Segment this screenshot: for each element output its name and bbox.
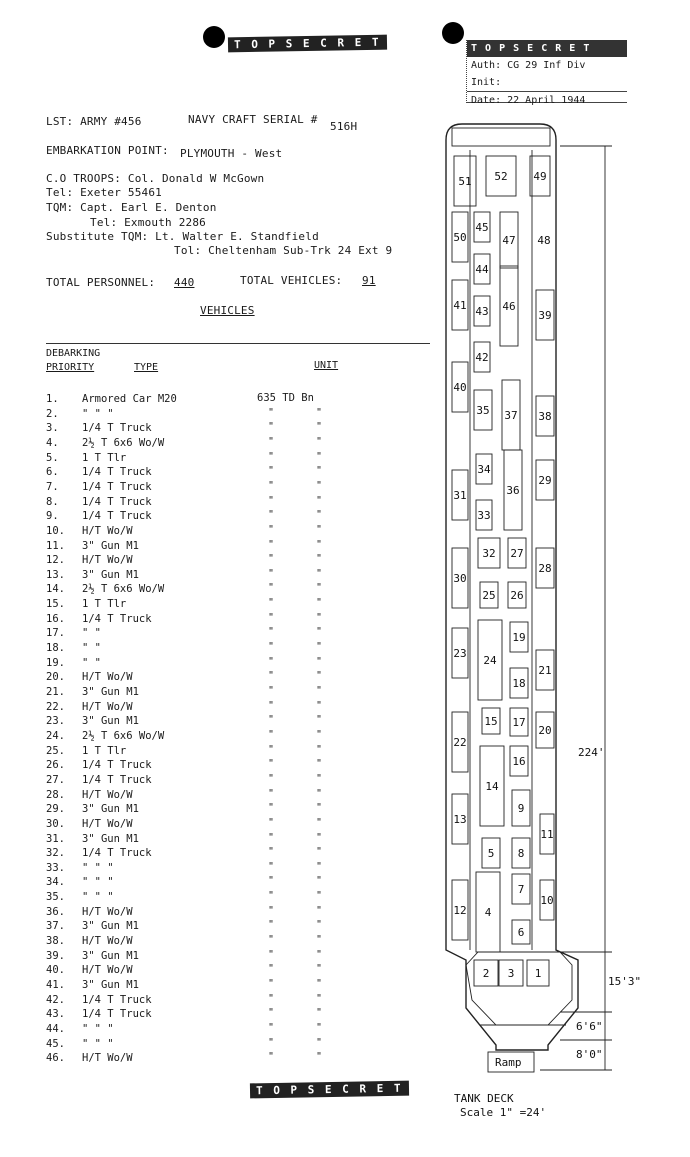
ditto-mark: " xyxy=(316,787,323,799)
ditto-mark: " xyxy=(268,1021,275,1033)
ditto-mark: " xyxy=(316,992,323,1004)
vehicle-type: " " " xyxy=(82,861,114,874)
priority-number: 46. xyxy=(46,1052,65,1065)
ditto-mark: " xyxy=(316,494,323,506)
ditto-mark: " xyxy=(268,904,275,916)
ditto-mark: " xyxy=(268,831,275,843)
ditto-mark: " xyxy=(316,1036,323,1048)
vehicle-type: 1/4 T Truck xyxy=(82,422,152,435)
priority-number: 32. xyxy=(46,847,65,860)
ditto-mark: " xyxy=(268,406,275,418)
priority-number: 26. xyxy=(46,759,65,772)
priority-number: 25. xyxy=(46,744,65,757)
deck-spot-label: 10 xyxy=(540,894,554,907)
deck-spot-label: 25 xyxy=(482,589,496,602)
ditto-mark: " xyxy=(316,758,323,770)
priority-number: 15. xyxy=(46,598,65,611)
date-line: Date: 22 April 1944 xyxy=(467,91,627,109)
ditto-mark: " xyxy=(316,816,323,828)
column-priority: PRIORITY xyxy=(46,362,95,373)
deck-spot-label: 44 xyxy=(475,263,489,276)
diagram-title: TANK DECK xyxy=(454,1092,514,1105)
ditto-mark: " xyxy=(316,538,323,550)
ditto-mark: " xyxy=(268,582,275,594)
deck-spot-label: 49 xyxy=(533,170,547,183)
deck-spot-label: 1 xyxy=(534,967,542,980)
navy-serial-label: NAVY CRAFT SERIAL # xyxy=(188,113,318,126)
ditto-mark: " xyxy=(316,465,323,477)
ditto-mark: " xyxy=(268,1036,275,1048)
deck-spot-label: 36 xyxy=(506,484,520,497)
deck-spot-label: 14 xyxy=(485,780,499,793)
deck-spot-label: 13 xyxy=(453,813,467,826)
priority-number: 34. xyxy=(46,876,65,889)
ditto-mark: " xyxy=(316,626,323,638)
ditto-mark: " xyxy=(316,743,323,755)
vehicle-type: 3" Gun M1 xyxy=(82,920,139,933)
ditto-mark: " xyxy=(316,567,323,579)
ditto-mark: " xyxy=(268,875,275,887)
vehicle-type: " " xyxy=(82,627,101,640)
priority-number: 21. xyxy=(46,686,65,698)
ditto-mark: " xyxy=(268,787,275,799)
deck-spot-label: 22 xyxy=(453,736,467,749)
priority-number: 43. xyxy=(46,1008,65,1021)
dimension-length: 224' xyxy=(578,746,605,759)
vehicle-type: H/T Wo/W xyxy=(82,905,133,918)
deck-spot-label: 11 xyxy=(540,828,554,841)
ditto-mark: " xyxy=(268,948,275,960)
deck-spot-label: 43 xyxy=(475,305,489,318)
deck-spot-label: 29 xyxy=(538,474,552,487)
vehicle-type: 1/4 T Truck xyxy=(82,480,152,493)
ditto-mark: " xyxy=(268,728,275,740)
ditto-mark: " xyxy=(316,597,323,609)
priority-number: 33. xyxy=(46,861,65,874)
ditto-mark: " xyxy=(268,655,275,667)
ditto-mark: " xyxy=(316,406,323,418)
vehicle-type: H/T Wo/W xyxy=(82,554,133,567)
ditto-mark: " xyxy=(268,641,275,653)
ditto-mark: " xyxy=(268,626,275,638)
ditto-mark: " xyxy=(316,655,323,667)
vehicle-type: 3" Gun M1 xyxy=(82,539,139,552)
priority-number: 39. xyxy=(46,949,65,962)
ditto-mark: " xyxy=(316,831,323,843)
ditto-mark: " xyxy=(268,1007,275,1019)
vehicle-type: H/T Wo/W xyxy=(82,817,133,830)
deck-spot-label: 35 xyxy=(476,404,490,417)
vehicle-type: 1/4 T Truck xyxy=(82,612,152,625)
deck-spot-label: 18 xyxy=(512,677,526,690)
deck-spot-label: 15 xyxy=(484,715,498,728)
total-vehicles-value: 91 xyxy=(362,274,376,287)
priority-number: 37. xyxy=(46,920,65,933)
substitute-tqm: Substitute TQM: Lt. Walter E. Standfield xyxy=(46,230,319,243)
ditto-mark: " xyxy=(268,846,275,858)
ditto-mark: " xyxy=(316,860,323,872)
priority-number: 40. xyxy=(46,964,65,977)
co-tel: Tel: Exeter 55461 xyxy=(46,186,162,199)
deck-spot-label: 6 xyxy=(517,926,525,939)
vehicle-type: " " xyxy=(82,642,101,655)
priority-number: 2. xyxy=(46,407,59,420)
priority-number: 22. xyxy=(46,700,65,713)
deck-spot-label: 3 xyxy=(507,967,515,980)
auth-stamp: T O P S E C R E T xyxy=(467,40,627,57)
vehicle-type: H/T Wo/W xyxy=(82,1052,133,1065)
ditto-mark: " xyxy=(316,802,323,814)
deck-spot-label: 26 xyxy=(510,589,524,602)
priority-number: 45. xyxy=(46,1037,65,1050)
vehicle-type: " " " xyxy=(82,407,114,420)
ditto-mark: " xyxy=(268,465,275,477)
navy-serial-number: 516H xyxy=(330,120,358,133)
priority-number: 14. xyxy=(46,583,65,596)
ditto-mark: " xyxy=(316,509,323,521)
deck-spot-label: 31 xyxy=(453,489,467,502)
ditto-mark: " xyxy=(268,699,275,711)
priority-number: 35. xyxy=(46,891,65,904)
vehicle-type: 1/4 T Truck xyxy=(82,773,152,786)
deck-spot-label: 32 xyxy=(482,547,496,560)
vehicle-type: H/T Wo/W xyxy=(82,671,133,684)
ditto-mark: " xyxy=(316,846,323,858)
deck-spot-label: 42 xyxy=(475,351,489,364)
vehicle-type: " " " xyxy=(82,1022,114,1035)
priority-number: 7. xyxy=(46,480,59,493)
init-line: Init: xyxy=(471,77,502,88)
deck-spot-label: 19 xyxy=(512,631,526,644)
substitute-tel: Tol: Cheltenham Sub-Trk 24 Ext 9 xyxy=(174,244,393,257)
ditto-mark: " xyxy=(316,582,323,594)
auth-line: Auth: CG 29 Inf Div xyxy=(471,60,586,71)
priority-number: 42. xyxy=(46,993,65,1006)
priority-number: 12. xyxy=(46,554,65,567)
vehicle-type: " " " xyxy=(82,891,114,904)
ditto-mark: " xyxy=(316,875,323,887)
priority-number: 1. xyxy=(46,393,59,405)
priority-number: 29. xyxy=(46,803,65,816)
tqm-tel: Tel: Exmouth 2286 xyxy=(90,216,206,229)
ditto-mark: " xyxy=(268,963,275,975)
deck-spot-label: 45 xyxy=(475,221,489,234)
priority-number: 38. xyxy=(46,935,65,948)
deck-spot-label: 37 xyxy=(504,409,518,422)
embarkation-label: EMBARKATION POINT: xyxy=(46,144,169,157)
priority-number: 4. xyxy=(46,436,59,449)
priority-number: 11. xyxy=(46,539,65,552)
diagram-scale: Scale 1" =24' xyxy=(460,1106,547,1119)
deck-spot-label: 40 xyxy=(453,381,467,394)
ditto-mark: " xyxy=(268,567,275,579)
classification-stamp-top: T O P S E C R E T xyxy=(228,35,387,53)
deck-spot-label: 34 xyxy=(477,463,491,476)
vehicle-type: 1/4 T Truck xyxy=(82,847,152,860)
deck-spot-label: 27 xyxy=(510,547,524,560)
column-debarking: DEBARKING xyxy=(46,348,101,359)
vehicle-type: 3" Gun M1 xyxy=(82,568,139,581)
ditto-mark: " xyxy=(316,1007,323,1019)
vehicle-type: H/T Wo/W xyxy=(82,788,133,801)
deck-spot-label: 12 xyxy=(453,904,467,917)
ditto-mark: " xyxy=(268,435,275,447)
ditto-mark: " xyxy=(268,523,275,535)
vehicle-type: 3" Gun M1 xyxy=(82,686,139,698)
priority-number: 16. xyxy=(46,612,65,625)
ditto-mark: " xyxy=(268,714,275,726)
ditto-mark: " xyxy=(316,699,323,711)
ditto-mark: " xyxy=(316,1051,323,1063)
ditto-mark: " xyxy=(316,479,323,491)
vehicle-type: " " " xyxy=(82,876,114,889)
priority-number: 30. xyxy=(46,817,65,830)
ditto-mark: " xyxy=(268,685,275,696)
ditto-mark: " xyxy=(316,421,323,433)
vehicle-type: 3" Gun M1 xyxy=(82,979,139,991)
ditto-mark: " xyxy=(316,948,323,960)
column-unit: UNIT xyxy=(314,360,339,371)
deck-spot-label: 8 xyxy=(517,847,525,860)
deck-spot-label: 16 xyxy=(512,755,526,768)
ditto-mark: " xyxy=(268,802,275,814)
ditto-mark: " xyxy=(268,509,275,521)
total-personnel-label: TOTAL PERSONNEL: xyxy=(46,276,156,289)
priority-number: 10. xyxy=(46,524,65,537)
co-troops: C.O TROOPS: Col. Donald W McGown xyxy=(46,172,265,185)
ditto-mark: " xyxy=(316,978,323,989)
ditto-mark: " xyxy=(268,611,275,623)
deck-spot-label: 30 xyxy=(453,572,467,585)
ramp-label: Ramp xyxy=(495,1056,522,1069)
deck-spot-label: 21 xyxy=(538,664,552,677)
ditto-mark: " xyxy=(268,890,275,902)
ditto-mark: " xyxy=(268,1051,275,1063)
ditto-mark: " xyxy=(316,714,323,726)
vehicle-type: 1 T Tlr xyxy=(82,598,127,611)
deck-spot-label: 50 xyxy=(453,231,467,244)
deck-spot-label: 51 xyxy=(458,175,472,188)
ditto-mark: " xyxy=(316,641,323,653)
priority-number: 18. xyxy=(46,642,65,655)
deck-spot-label: 4 xyxy=(484,906,492,919)
ditto-mark: " xyxy=(316,890,323,902)
deck-spot-label: 28 xyxy=(538,562,552,575)
ditto-mark: " xyxy=(316,685,323,696)
vehicle-type: 2½ T 6x6 Wo/W xyxy=(82,583,165,596)
priority-number: 27. xyxy=(46,773,65,786)
dimension-ramp: 8'0" xyxy=(576,1048,603,1061)
deck-spot-label: 47 xyxy=(502,234,516,247)
ditto-mark: " xyxy=(268,553,275,565)
priority-number: 13. xyxy=(46,568,65,581)
vehicle-type: 2½ T 6x6 Wo/W xyxy=(82,729,165,742)
ditto-mark: " xyxy=(316,611,323,623)
ditto-mark: " xyxy=(316,670,323,682)
section-title: VEHICLES xyxy=(200,304,255,317)
priority-number: 8. xyxy=(46,495,59,508)
ditto-mark: " xyxy=(268,934,275,946)
priority-number: 23. xyxy=(46,715,65,728)
vehicle-type: 3" Gun M1 xyxy=(82,803,139,816)
ditto-mark: " xyxy=(268,450,275,462)
ditto-mark: " xyxy=(316,1021,323,1033)
dimension-door: 6'6" xyxy=(576,1020,603,1033)
priority-number: 31. xyxy=(46,832,65,845)
ditto-mark: " xyxy=(268,772,275,784)
deck-spot-label: 41 xyxy=(453,299,467,312)
dimension-bow: 15'3" xyxy=(608,975,642,988)
unit-first: 635 TD Bn xyxy=(257,392,314,404)
ditto-mark: " xyxy=(268,992,275,1004)
vehicle-type: 1 T Tlr xyxy=(82,744,127,757)
deck-spot-label: 2 xyxy=(482,967,490,980)
ditto-mark: " xyxy=(268,597,275,609)
vehicle-type: H/T Wo/W xyxy=(82,964,133,977)
vehicle-type: 3" Gun M1 xyxy=(82,949,139,962)
ditto-mark: " xyxy=(268,421,275,433)
deck-spot-label: 17 xyxy=(512,716,526,729)
priority-number: 44. xyxy=(46,1022,65,1035)
vehicle-type: 1/4 T Truck xyxy=(82,495,152,508)
tqm: TQM: Capt. Earl E. Denton xyxy=(46,201,217,214)
classification-stamp-bottom: T O P S E C R E T xyxy=(250,1081,409,1099)
deck-spot-label: 39 xyxy=(538,309,552,322)
priority-number: 20. xyxy=(46,671,65,684)
embarkation-value: PLYMOUTH - West xyxy=(180,147,283,160)
priority-number: 41. xyxy=(46,979,65,991)
vehicle-type: " " xyxy=(82,656,101,669)
ditto-mark: " xyxy=(316,904,323,916)
vehicle-type: H/T Wo/W xyxy=(82,524,133,537)
vehicle-type: 3" Gun M1 xyxy=(82,832,139,845)
vehicle-type: H/T Wo/W xyxy=(82,935,133,948)
total-vehicles-label: TOTAL VEHICLES: xyxy=(240,274,343,287)
vehicle-type: Armored Car M20 xyxy=(82,393,177,405)
vehicle-type: H/T Wo/W xyxy=(82,700,133,713)
total-personnel-value: 440 xyxy=(174,276,195,289)
ditto-mark: " xyxy=(268,919,275,931)
ditto-mark: " xyxy=(268,670,275,682)
deck-spot-label: 38 xyxy=(538,410,552,423)
priority-number: 28. xyxy=(46,788,65,801)
vehicle-type: 1/4 T Truck xyxy=(82,466,152,479)
ditto-mark: " xyxy=(316,919,323,931)
vehicle-type: 3" Gun M1 xyxy=(82,715,139,728)
ditto-mark: " xyxy=(316,934,323,946)
ditto-mark: " xyxy=(316,450,323,462)
priority-number: 5. xyxy=(46,451,59,464)
deck-spot-label: 23 xyxy=(453,647,467,660)
priority-number: 6. xyxy=(46,466,59,479)
priority-number: 19. xyxy=(46,656,65,669)
vehicle-type: 1/4 T Truck xyxy=(82,510,152,523)
ditto-mark: " xyxy=(268,479,275,491)
priority-number: 3. xyxy=(46,422,59,435)
deck-spot-label: 48 xyxy=(537,234,551,247)
priority-number: 17. xyxy=(46,627,65,640)
ditto-mark: " xyxy=(268,758,275,770)
ditto-mark: " xyxy=(316,963,323,975)
ditto-mark: " xyxy=(268,978,275,989)
deck-spot-label: 7 xyxy=(517,883,525,896)
vehicle-type: 1/4 T Truck xyxy=(82,993,152,1006)
ditto-mark: " xyxy=(316,772,323,784)
deck-spot-label: 33 xyxy=(477,509,491,522)
ditto-mark: " xyxy=(316,553,323,565)
ditto-mark: " xyxy=(316,728,323,740)
deck-spot-label: 5 xyxy=(487,847,495,860)
column-type: TYPE xyxy=(134,362,159,373)
ditto-mark: " xyxy=(268,816,275,828)
priority-number: 36. xyxy=(46,905,65,918)
priority-number: 9. xyxy=(46,510,59,523)
ditto-mark: " xyxy=(268,743,275,755)
ditto-mark: " xyxy=(268,860,275,872)
deck-spot-label: 20 xyxy=(538,724,552,737)
deck-spot-label: 9 xyxy=(517,802,525,815)
ditto-mark: " xyxy=(268,538,275,550)
ditto-mark: " xyxy=(268,494,275,506)
deck-spot-label: 46 xyxy=(502,300,516,313)
ditto-mark: " xyxy=(316,523,323,535)
deck-spot-label: 24 xyxy=(483,654,497,667)
deck-spot-label: 52 xyxy=(494,170,508,183)
vehicle-type: 1 T Tlr xyxy=(82,451,127,464)
vehicle-type: " " " xyxy=(82,1037,114,1050)
vehicle-type: 1/4 T Truck xyxy=(82,759,152,772)
lst-number: LST: ARMY #456 xyxy=(46,115,142,128)
vehicle-type: 2½ T 6x6 Wo/W xyxy=(82,436,165,449)
priority-number: 24. xyxy=(46,729,65,742)
ditto-mark: " xyxy=(316,435,323,447)
vehicle-type: 1/4 T Truck xyxy=(82,1008,152,1021)
